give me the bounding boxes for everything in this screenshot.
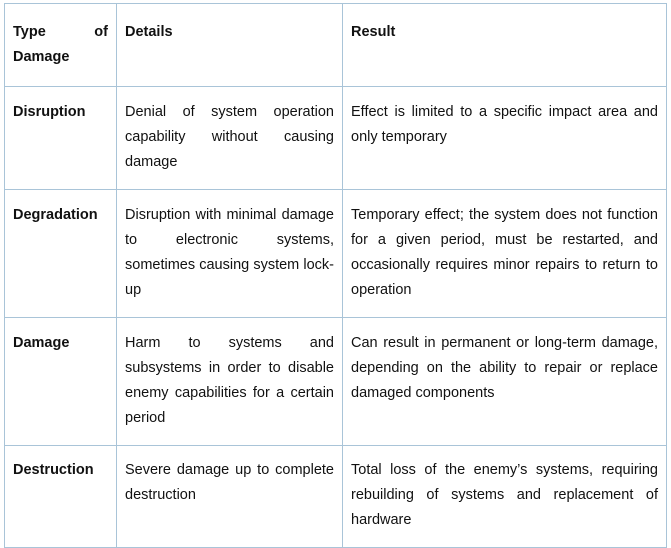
header-type-of-damage: Type of Damage [5,4,117,87]
details-cell: Disruption with minimal damage to electronic systems, sometimes causing system lock-up [117,190,343,318]
type-cell: Damage [5,318,117,446]
header-result: Result [343,4,667,87]
damage-types-table-container [4,3,666,548]
table-row [5,87,667,190]
type-cell: Destruction [5,446,117,548]
details-cell: Harm to systems and subsystems in order to disable enemy capabilities for a certain period [117,318,343,446]
table-header-row [5,4,667,87]
result-cell: Total loss of the enemy’s systems, requiring rebuilding of systems and replacement of hardware [343,446,667,548]
table-row [5,446,667,548]
details-cell: Severe damage up to complete destruction [117,446,343,548]
header-details: Details [117,4,343,87]
result-cell: Can result in permanent or long-term damage, depending on the ability to repair or replace damaged components [343,318,667,446]
damage-types-table [4,3,667,548]
type-cell: Degradation [5,190,117,318]
result-cell: Temporary effect; the system does not function for a given period, must be restarted, and occasionally requires minor repairs to return to operation [343,190,667,318]
table-row [5,318,667,446]
type-cell: Disruption [5,87,117,190]
result-cell: Effect is limited to a specific impact area and only temporary [343,87,667,190]
details-cell: Denial of system operation capability without causing damage [117,87,343,190]
table-row [5,190,667,318]
